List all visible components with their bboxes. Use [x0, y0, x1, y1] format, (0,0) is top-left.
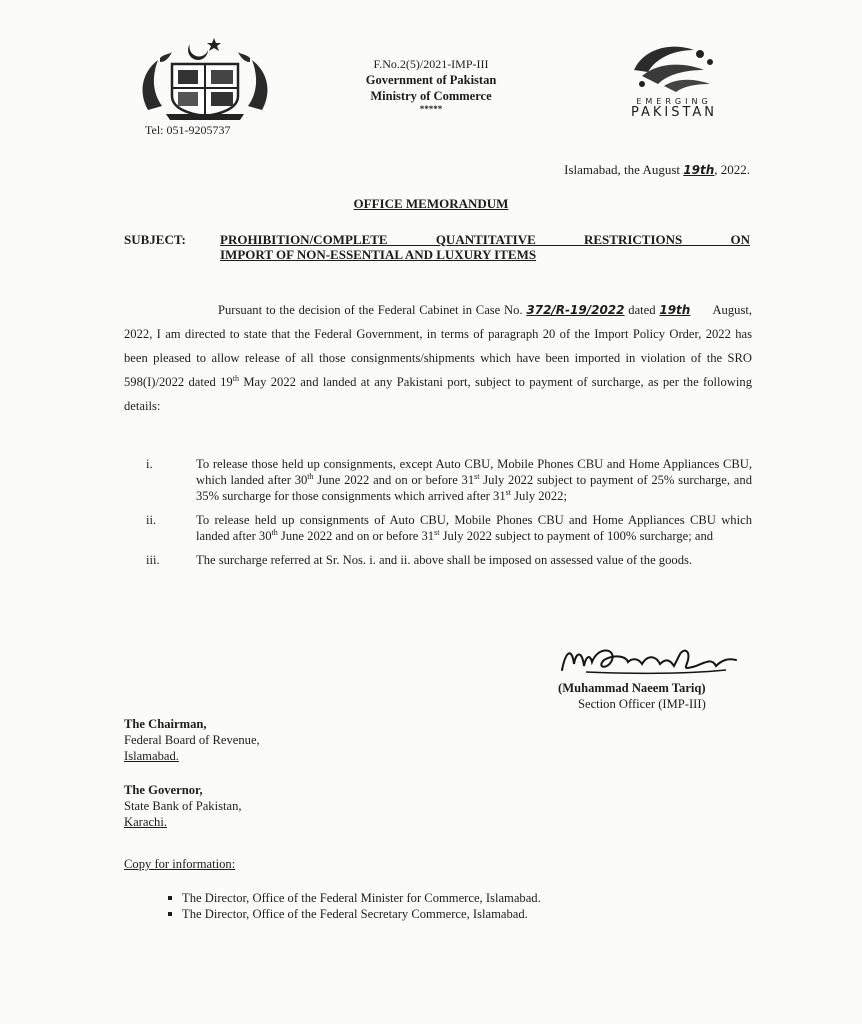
- recipient-title: The Chairman,: [124, 717, 207, 731]
- body-intro-tail: May 2022 and landed at any Pakistani port, subject to payment of surcharge, as per the following details:: [124, 375, 752, 413]
- item-number: ii.: [146, 513, 157, 527]
- item-sup: th: [307, 471, 314, 481]
- signatory-name: (Muhammad Naeem Tariq): [558, 681, 706, 695]
- date-prefix: Islamabad, the August: [564, 162, 681, 177]
- list-item: [146, 512, 752, 544]
- memo-body-paragraph: [124, 298, 752, 418]
- copy-recipient: The Director, Office of the Federal Minister for Commerce, Islamabad.: [182, 891, 541, 905]
- recipient-block: [124, 782, 242, 830]
- copy-list: [168, 890, 541, 922]
- item-text-part: June 2022 and on or before 31: [313, 473, 475, 487]
- subject-label: SUBJECT:: [124, 232, 186, 247]
- logo-text-emerging: EMERGING: [636, 97, 712, 106]
- square-bullet-icon: [168, 896, 172, 900]
- item-sup: st: [474, 471, 480, 481]
- item-text-part: July 2022;: [510, 489, 567, 503]
- case-number-handwritten: 372/R-19/2022: [526, 303, 625, 317]
- numbered-items-list: [146, 456, 752, 568]
- item-text: [196, 512, 752, 544]
- item-text-part: To release held up consignments of Auto CBU, Mobile Phones CBU and Home Appliances CBU which landed after 30: [196, 513, 752, 543]
- handwritten-signature-icon: [556, 640, 746, 680]
- recipient-org: State Bank of Pakistan,: [124, 799, 242, 813]
- list-item: [168, 890, 541, 906]
- list-item: [146, 456, 752, 504]
- item-text: The surcharge referred at Sr. Nos. i. and ii. above shall be imposed on assessed value of the goods.: [196, 553, 693, 567]
- memo-title: OFFICE MEMORANDUM: [353, 196, 509, 211]
- subject-line-1: PROHIBITION/COMPLETE QUANTITATIVE RESTRICTIONS ON: [220, 232, 750, 247]
- item-sup: th: [271, 527, 278, 537]
- body-date-handwritten: 19th: [659, 303, 691, 317]
- item-text-part: To release those held up consignments, except Auto CBU, Mobile Phones CBU and Home Appliances CBU, which landed after 30: [196, 457, 752, 487]
- copy-recipient: The Director, Office of the Federal Secretary Commerce, Islamabad.: [182, 907, 528, 921]
- date-line: [564, 162, 750, 178]
- item-text-part: July 2022 subject to payment of 25% surcharge, and 35% surcharge for those consignments which arrived after 31: [196, 473, 752, 503]
- item-text: [196, 456, 752, 504]
- body-dated: dated: [628, 303, 656, 317]
- recipient-city: Karachi.: [124, 815, 168, 829]
- item-sup: st: [434, 527, 440, 537]
- subject-text: [220, 232, 750, 262]
- ministry-name: Ministry of Commerce: [370, 89, 492, 103]
- recipient-title: The Governor,: [124, 783, 203, 797]
- item-sup: st: [505, 487, 511, 497]
- item-number: i.: [146, 457, 153, 471]
- recipient-block: [124, 716, 260, 764]
- file-number: F.No.2(5)/2021-IMP-III: [373, 57, 489, 71]
- item-text-part: July 2022 subject to payment of 100% surcharge; and: [439, 529, 714, 543]
- signatory-designation: Section Officer (IMP-III): [578, 697, 706, 711]
- item-number: iii.: [146, 553, 160, 567]
- date-day-handwritten: 19th: [683, 163, 715, 177]
- subject-line-2: IMPORT OF NON-ESSENTIAL AND LUXURY ITEMS: [220, 247, 537, 262]
- item-text-part: June 2022 and on or before 31: [277, 529, 435, 543]
- government-name: Government of Pakistan: [365, 73, 497, 87]
- body-sup: th: [232, 373, 239, 383]
- telephone-number: Tel: 051-9205737: [145, 123, 231, 137]
- logo-text-pakistan: PAKISTAN: [630, 105, 718, 120]
- copy-heading: Copy for information:: [124, 857, 236, 871]
- body-intro-start: Pursuant to the decision of the Federal Cabinet in Case No.: [218, 303, 523, 317]
- letterhead: [320, 56, 542, 114]
- pakistan-state-emblem-icon: [138, 32, 272, 122]
- recipient-org: Federal Board of Revenue,: [124, 733, 260, 747]
- body-intro-rest: August, 2022, I am directed to state that the Federal Government, in terms of paragraph 20 of the Import Policy Order, 2022 has been pleased to allow release of all those consignments/shipments which have been imported in violation of the SRO 598(I)/2022 dated 19: [124, 303, 752, 389]
- list-item: [168, 906, 541, 922]
- square-bullet-icon: [168, 912, 172, 916]
- emerging-pakistan-logo-icon: [614, 40, 734, 120]
- list-item: [146, 552, 752, 568]
- stars-divider: *****: [419, 104, 443, 114]
- recipient-city: Islamabad.: [124, 749, 179, 763]
- date-suffix: , 2022.: [714, 162, 750, 177]
